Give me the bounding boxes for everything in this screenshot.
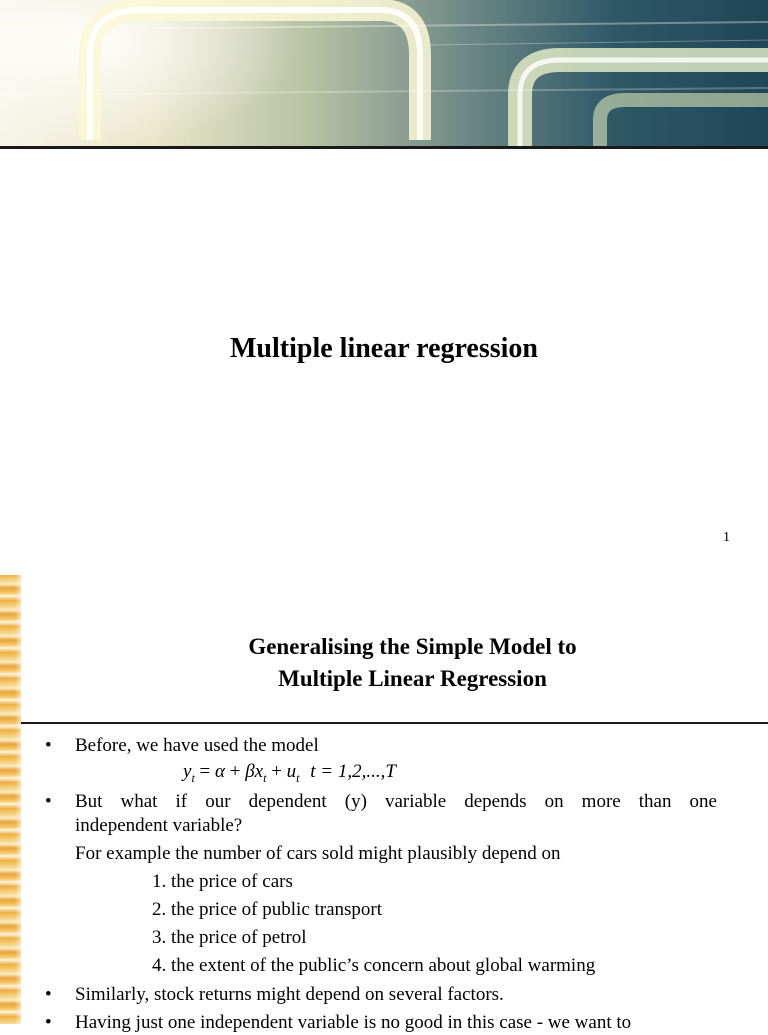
title-divider: [21, 722, 768, 724]
bullet-icon: •: [45, 984, 52, 1005]
list-item: 4. the extent of the public’s concern about global warming: [152, 955, 596, 976]
list-item: 3. the price of petrol: [152, 927, 307, 948]
formula-equals: =: [199, 761, 211, 782]
bullet-icon: •: [45, 735, 52, 756]
slide-title-line-1: Generalising the Simple Model to: [248, 634, 577, 659]
slide-title: [30, 631, 768, 695]
formula-plus: +: [271, 761, 282, 782]
decorative-sidebar-strip: [0, 575, 21, 1024]
header-banner-image: [0, 0, 768, 146]
slide-2: [0, 575, 768, 1033]
bullet-icon: •: [45, 1012, 52, 1033]
bullet-text: Similarly, stock returns might depend on several factors.: [75, 984, 504, 1005]
page-number: 1: [723, 530, 730, 545]
bullet-text: Having just one independent variable is no good in this case - we want to: [75, 1012, 632, 1033]
formula-y: y: [183, 761, 192, 782]
bullet-icon: •: [45, 791, 52, 812]
formula-subscript-t: t: [263, 770, 267, 785]
formula-u: u: [286, 761, 297, 782]
header-divider: [0, 146, 768, 149]
formula-subscript-t: t: [191, 770, 195, 785]
slide-title-line-2: Multiple Linear Regression: [278, 666, 547, 691]
banner-swirl-graphic: [0, 0, 768, 146]
regression-formula: [183, 761, 396, 786]
list-item: 1. the price of cars: [152, 871, 293, 892]
example-intro-text: For example the number of cars sold might plausibly depend on: [75, 843, 561, 864]
bullet-text-continued: independent variable?: [75, 815, 243, 836]
list-item: 2. the price of public transport: [152, 899, 383, 920]
formula-range: t = 1,2,...,T: [310, 761, 396, 782]
bullet-text: Before, we have used the model: [75, 735, 319, 756]
formula-subscript-t: t: [296, 770, 300, 785]
slide-title: Multiple linear regression: [230, 333, 538, 364]
bullet-text: But what if our dependent (y) variable depends on more than one: [75, 791, 717, 812]
formula-beta-x: βx: [245, 761, 264, 782]
formula-plus: +: [229, 761, 241, 782]
formula-alpha: α: [215, 761, 225, 782]
